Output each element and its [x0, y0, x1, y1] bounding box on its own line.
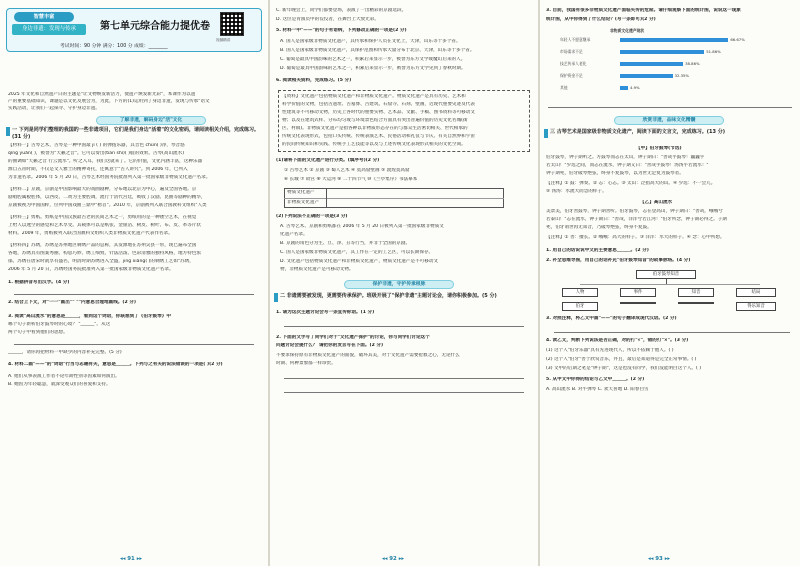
option[interactable]: A. 高山流水 B. 对牛弹琴 C. 欢天喜地 D. 阳春白雪: [546, 387, 649, 392]
material-line: 【材料一】古琴艺术，古琴是一种中国最 jí ( ) 的弹拨乐器，其音色 chún( )净，琴音悠: [8, 143, 185, 148]
judgement-item[interactable]: (1) 这个人"伯牙乐器"具有先进现代人，所以不依赖于他人。( ): [546, 348, 674, 353]
mindmap-root: 伯牙鼓琴知音: [636, 270, 696, 279]
option[interactable]: A. 他们从事表演工作者不论年龄性别等因素如何演出。: [8, 374, 120, 379]
subquestion: 1. 用自己的话说说甲文的主要意思______。(2 分): [546, 248, 649, 253]
box-line: 性建筑等不可移动文物，历史上各时代的重要实物、艺术品、文献、手稿、图书资料等可移动文: [282, 110, 475, 115]
answer-line[interactable]: [284, 326, 524, 327]
mindmap-node: 事件: [620, 288, 656, 297]
qr-code-icon: [220, 12, 244, 36]
chart-bar: [620, 86, 628, 90]
mindmap-node: 知音: [678, 288, 714, 297]
passage-title: 【乙】高山流水: [640, 200, 673, 205]
mindmap-node: 结局: [736, 288, 776, 297]
item-list: ① 古琴艺术 ② 京剧 ③ 蜀人艺术 ④ 莫高窟壁画 ⑤ 敦煌莫高窟: [284, 168, 410, 173]
section-banner-3: 欣赏非遗，品味文化精髓: [614, 116, 724, 125]
question-3: 3. 目前，我国有很多非物质文化遗产面临失传的危险。请仔细观察下面的统计图，说说这一现象: [546, 8, 741, 13]
quote-line: 时期、何种景象都一样珍贵。: [276, 361, 336, 366]
material-line: 剧唱腔属板腔体，以西皮、二黄为主要腔调，流行于清代宫廷，吸收了汉剧、昆曲等剧种的精华，: [8, 195, 206, 200]
passage-line: 美景美，伯牙善鼓琴，钟子期善听。伯牙鼓琴，志在登高山，钟子期曰："善哉，峨峨兮: [546, 209, 723, 214]
question-marker: [274, 293, 278, 302]
chart-bar: [620, 74, 673, 78]
mindmap-connector: [666, 279, 667, 284]
option[interactable]: B. 她因为年轻聪慧，就深受观众们的喜爱和支持。: [8, 382, 111, 387]
subquestion: (2)下列说法不正确的一项是(3 分): [276, 214, 348, 219]
chart-bar: [620, 62, 683, 66]
material-line: 郁。苏绣在唐宋时就享有盛名，明清时期苏绣进入全盛，jing xiáng( )的刺绣工艺如"苏绣，: [8, 259, 194, 264]
option[interactable]: B. 国人是国家级非物质文化遗产，其保护范围和传承大量分布于北京、天津，山东等十多个省。: [280, 48, 475, 53]
material-line: 为非遗名录。2006 年 5 月 20 日，古琴艺术经国务院批准列入第一批国家级非物质文化遗产名录。: [8, 175, 211, 180]
answer-line[interactable]: [14, 294, 254, 295]
option[interactable]: D. 葡萄是最具中国韵味的艺术之一，积累后来显示一步，被誉为东方文学见到了春秋时期。: [280, 66, 466, 71]
option[interactable]: C. 国人是国家级非物质文化遗产，其工作在一定的工艺区，可以长期保存。: [280, 250, 434, 255]
mindmap-blank[interactable]: [678, 302, 714, 304]
intro-line: 产的重要基础知识，课题是以文化及展会为，为此，下方的(1)运用到了身边非遗，发现与传承"语文: [8, 99, 210, 104]
subquestion: 1. 请为这次主题讨论会写一条宣传标语。(1 分): [276, 310, 375, 315]
box-line: 区、村镇)。非物质文化遗产是指各种以非物质形态存在的与群众生活密切相关、世代相承的: [282, 126, 468, 131]
chart-value-label: 38.86%: [685, 61, 700, 66]
judgement-item[interactable]: (2) 这个人"伯牙"善于欣赏音乐，并且，最后是知道得是完全正常事情。( ): [546, 357, 697, 362]
material-line: 源自五帝时期，不仅是文人雅士的精神寄托，还寓意于"古人讲究"。到 2006 年，已列入: [8, 167, 188, 172]
note-line: 【注释】① 鼓：弹奏。② 志：心志。③ 太山：泛指高大的山。④ 少选：不一会儿。: [546, 181, 716, 186]
chart-value-label: 32.35%: [674, 73, 690, 78]
table-row-label: 物质文化遗产: [287, 190, 315, 195]
material-line: 【材料三】剪纸。剪纸是中国汉族最古老的民间艺术之一，剪纸用的是一种镂空艺术，在视觉: [8, 215, 197, 220]
chart-value-label: 4.9%: [629, 85, 640, 90]
mindmap-connector: [580, 284, 760, 285]
table-divider: [284, 198, 504, 199]
page-number: ◂◂ 92 ▸▸: [382, 556, 405, 562]
qr-label: 视频精讲: [216, 38, 231, 42]
material-line: 材料。2009 年，剪纸被列入联合国教科文组织人类非物质文化遗产代表作名录。: [8, 231, 173, 236]
answer-line[interactable]: [554, 332, 790, 333]
option[interactable]: D. 这位是青演员中的佼佼者，在舞台上大放光彩。: [276, 17, 379, 22]
intro-line: 2025 年文化和自然遗产日的主题是"让文物焕发新活力，使遗产焕发新光彩"，本课作为以遗: [8, 92, 196, 97]
intro-line: 实践活动，让我们一起探寻、守护身边非遗。: [8, 106, 100, 111]
page-title: 第七单元综合能力提优卷: [100, 21, 210, 32]
passage-line: 钟子期死，伯牙破琴绝弦，终身不复鼓琴，以为世无足复为鼓琴者。: [546, 171, 684, 176]
quote-line: 不要求保持原有非物质文化遗产的面貌，破坏其美，对于文化遗产需要抢救之心，无论什么: [276, 353, 460, 358]
option[interactable]: C. 新年晚会上，同学们都要登场，表演了一出精彩的京剧选段。: [276, 8, 407, 13]
page-number: ◂◂ 93 ▸▸: [648, 556, 671, 562]
subquestion: ______，请你再把材料一中缺少的内容补充完整。(5 分): [8, 350, 122, 355]
chart-value-label: 66.67%: [730, 37, 745, 42]
chart-title: 非物质文化遗产现状: [610, 28, 645, 33]
question-3-text: 三 古琴艺术是国家级非物质文化遗产，阅读下面的文言文，完成练习。(13 分): [550, 129, 726, 135]
material-line: 各地，苏绣具有图案秀丽、构思巧妙、绣工细致、针法活泼、色彩清雅的独特风格，地方特色浓: [8, 251, 201, 256]
chart-category-label: 保护资金不足: [560, 73, 583, 78]
mindmap-leaf: 得乐知音: [736, 302, 776, 311]
subquestion: 3. 阅读"高山流水"的意思是______，看到这个词语，你联想到了《伯牙鼓琴》中: [8, 314, 171, 319]
box-line: 传统文化表现形式，包括口头传统、传统表演艺术、民俗活动和礼仪与节庆、有关自然界和宇宙: [282, 134, 475, 139]
chart-bar: [620, 50, 704, 54]
subquestion: (1)请将下面的文化遗产进行分类。(填序号)(2 分): [276, 158, 380, 163]
answer-line[interactable]: [284, 392, 524, 393]
material-line: 京剧被视为中国国粹，位列中国戏曲三鼎甲"榜首"。2010 年，京剧被列入联合国教科文组织"人类: [8, 203, 207, 208]
option[interactable]: 化遗产名录。: [280, 232, 308, 237]
note-line: 【注释】① 善：擅长。② 峨峨：高大的样子。③ 洋洋：水大的样子。④ 念：心中所想。: [546, 235, 725, 240]
material-line: 【材料二】京剧，京剧是中国影响最大的戏曲剧种，分布地以北京为中心，遍及全国各地。京: [8, 187, 197, 192]
subquestion: 2. 补全思维导图，用自己的话补充"伯牙鼓琴知音"的故事脉络。(4 分): [546, 258, 691, 263]
judgement-item[interactable]: (3) 文中的后期之笔是"钟子期"，这是也没有同学，我们没能明白这个人。( ): [546, 366, 702, 371]
chart-category-label: 技艺传承人老化: [560, 61, 587, 66]
question-marker: [544, 129, 548, 138]
question-6: 6. 阅读相关资料，完成练习。(5 分): [276, 78, 352, 83]
option[interactable]: A. 古琴艺术、京剧和剪纸都在 2006 年 5 月 20 日被列入第一批国家级非物质文: [280, 224, 444, 229]
page-92: [270, 0, 538, 566]
option[interactable]: D. 文化遗产包括物质文化遗产和非物质文化遗产，物质文化遗产是不可移动文: [280, 259, 439, 264]
subquestion: 2. 下面的文字写了同学们对于"文化遗产保护"的讨论，你与同学们讨论这个: [276, 335, 430, 340]
box-line: 【资料】文化遗产包括物质文化遗产和非物质文化遗产。物质文化遗产是具有历史、艺术和: [282, 94, 466, 99]
question-5: 5. 材料一中"——"的句子有语病，下列修改正确的一项是(2 分): [276, 28, 407, 33]
question-2: 二 非遗需要被发现，更需要传承保护。班级开展了"保护非遗"主题讨论会，请你积极参加。(5 分): [280, 293, 497, 299]
material-line: 2006 年 5 月 20 日，苏绣经国务院批准列入第一批国家级非物质文化遗产名录。: [8, 267, 174, 272]
mindmap-leaf: 伯牙: [562, 302, 598, 311]
table-divider: [326, 188, 327, 208]
subquestion: 1. 根据拼音写出汉字。(4 分): [8, 280, 70, 285]
material-line: 【材料四】苏绣，苏绣是苏州地区刺绣产品的总称，其发源地在苏州吴县一带，现已遍布全国: [8, 243, 197, 248]
chart-value-label: 51.86%: [706, 49, 721, 54]
option[interactable]: C. 葡萄是最具中国韵味的艺术之一，积累后来显示一步，被誉为东方文学或魔幻后来的人。: [280, 57, 466, 62]
chart-category-label: 其他: [560, 85, 568, 90]
subquestion: 2. 结合上下文，对"一一"画出"" ""内意思合理地画线。(2 分): [8, 300, 136, 305]
material-line: 上给人以透空的感觉和艺术享受。其载体可以是纸张、金银箔、树皮、树叶、布、皮、革等片状: [8, 223, 201, 228]
option[interactable]: B. 京剧的角色分为生、旦、净、丑等行当，并非于全国的京剧。: [280, 241, 411, 246]
subquestion: 3. 对照注释，将乙文中画"——"的句子翻译成现代汉语。(2 分): [546, 316, 677, 321]
answer-line[interactable]: [284, 378, 524, 379]
section-banner-1: 了解非遗，解码身边"活"文化: [96, 116, 206, 125]
header-subtitle: 身边非遗：发现与传承: [12, 24, 86, 35]
passage-title: 【甲】伯牙鼓琴(节选): [636, 146, 682, 151]
material-line: qíng yuǎn( )，被誉为"天籁之音"。它可以奏出(tiān shì)( )般的效果。古琴(高山流水): [8, 151, 185, 156]
question-1: 一 下列是同学们整理的我国的一些非遗项目，它们是我们身边"活着"的文化密码，请阅读相关介绍，完成练习。(31 分): [12, 127, 259, 140]
box-line: 的民间传统知识和实践、传统手工艺技能等以及与上述传统文化表现形式相关的文化空间。: [282, 142, 466, 147]
answer-line[interactable]: [14, 344, 254, 345]
chart-category-label: 市场需求不足: [560, 49, 583, 54]
box-line: 物；以及在建筑式样、分布均匀或与环境景色结合方面具有突出普遍价值的历史文化名城(街: [282, 118, 468, 123]
mindmap-node: 人物: [562, 288, 598, 297]
chart-category-label: 年轻人不愿意继承: [560, 37, 591, 42]
box-line: 科学价值的文物，包括古遗址、古墓葬、古建筑、石窟寺、石刻、壁画，近现代重要史迹及代表: [282, 102, 475, 107]
exam-meta: 考试时间：90 分钟 满分：100 分 成绩：________: [60, 44, 168, 49]
answer-line[interactable]: [548, 107, 792, 108]
page-number: ◂◂ 91 ▸▸: [120, 556, 143, 562]
material-line: 的曲调如"天籁之音 行云流水"。听之入耳，我们这就来了。它的价值，文化内涵丰富，这种乐器: [8, 159, 203, 164]
table-row-label: 非物质文化遗产: [287, 200, 320, 205]
passage-line: 若太山！"少选之间，而志在流水，钟子期又曰："善哉乎鼓琴！汤汤乎若流水！": [546, 163, 709, 168]
chart-bar: [620, 38, 728, 42]
item-list: ⑥ 长城 ⑦ 故宫 ⑧ 大运河 ⑨ 二十四节气 ⑩《兰亭集序》书法摹本: [284, 177, 418, 182]
subquestion: 哪个句子新析伯牙鼓琴时的心境？ "______"。从这: [8, 322, 111, 327]
passage-line: 死，伯牙谓世再无知音，乃破琴绝弦，终身不复鼓。: [546, 225, 652, 230]
subquestion: 问题讨论会提什么？ 请把你的发言写在下面。(2 分): [276, 343, 384, 348]
subquestion: 4. 材料二画"——"的"词语"行当与志趣有关，意思是______。下列与之有关的说法错误的一项是( )(2 分): [8, 362, 223, 367]
mindmap-blank[interactable]: [620, 302, 656, 304]
header-tag: 智慧丰富: [14, 12, 74, 22]
page-91: [0, 0, 268, 566]
question-marker: [6, 127, 10, 136]
question-3: 统计图，从中你得到了什么结论？(写一条即可)(2 分): [546, 17, 656, 22]
subquestion: 两个句子中看到他们的思想。: [8, 330, 68, 335]
passage-line: 若泰山！"志在流水，钟子期曰："善哉，洋洋兮若江河！"伯牙所念，钟子期必得之。子期: [546, 217, 727, 222]
option[interactable]: 物，非物质文化遗产是可移动文物。: [280, 267, 354, 272]
note-line: ⑤ 汤汤：水流大而急的样子。: [546, 189, 607, 194]
option[interactable]: A. 国人是国家级非物质文化遗产，其传承和保护人员在文化上，天津，山东等十多个省。: [280, 39, 461, 44]
passage-line: 伯牙鼓琴，钟子期听之。方鼓琴而志在太山，钟子期曰："善哉乎鼓琴！巍巍乎: [546, 155, 705, 160]
page-93: [540, 0, 800, 566]
subquestion: 4. 读乙文，判断下列说法是否正确，对的打"√"，错的打"×"。(3 分): [546, 338, 689, 343]
subquestion: 5. 从甲文中你得的结论与乙文中______。(2 分): [546, 377, 645, 382]
section-banner-2: 保护非遗，守护传承根脉: [344, 280, 454, 289]
